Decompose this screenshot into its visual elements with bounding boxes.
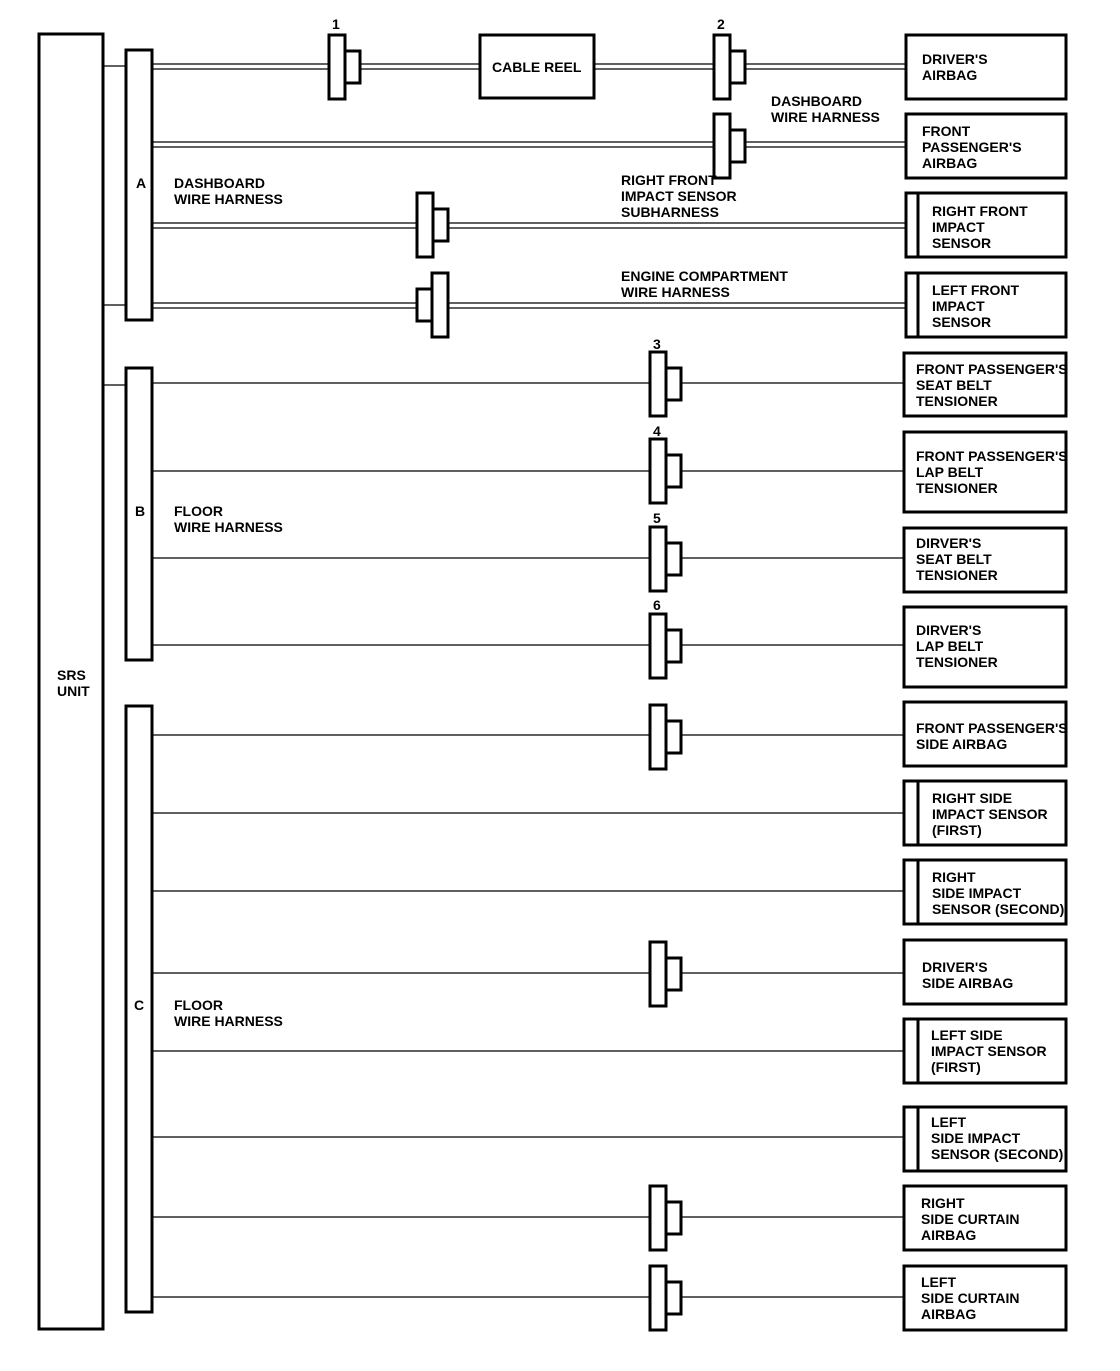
component-left-side-impact-sensor-first [904,1019,1066,1083]
component-label-line: PASSENGER'S [922,139,1022,155]
connector-a [126,50,283,320]
component-label-line: FRONT PASSENGER'S [916,361,1068,377]
component-front-passengers-seat-belt-tensioner [904,353,1068,416]
component-drivers-side-airbag [904,940,1066,1004]
component-label-line: AIRBAG [922,67,978,83]
component-label-line: LAP BELT [916,638,984,654]
component-left-side-curtain-airbag [904,1266,1066,1330]
component-label-line: SENSOR (SECOND) [932,901,1065,917]
component-label-line: SEAT BELT [916,377,992,393]
connector-c [126,706,283,1312]
dashboard-wire-harness-label-line1: DASHBOARD [771,93,862,109]
component-label-line: LEFT FRONT [932,282,1020,298]
connector-a-harness-line2: WIRE HARNESS [174,191,283,207]
component-label-line: RIGHT SIDE [932,790,1013,806]
srs-unit-label-line1: SRS [57,667,86,683]
engine-compartment-label-line1: ENGINE COMPARTMENT [621,268,788,284]
subharness-label-line2: IMPACT SENSOR [621,188,737,204]
inline-connector-3 [650,352,681,416]
inline-labels [621,93,880,300]
inline-connector-4 [650,439,681,503]
inline-connector-passenger-side-airbag [650,705,681,769]
connector-number-4: 4 [653,423,661,439]
inline-connector-right-front-sensor [417,193,448,257]
connector-b [126,368,283,660]
component-label-line: (FIRST) [932,822,982,838]
component-label-line: IMPACT [932,219,985,235]
inline-connector-left-front-sensor [417,273,448,337]
connector-b-letter: B [135,503,146,519]
component-front-passengers-lap-belt-tensioner [904,432,1068,512]
unit-connector-ties [103,66,127,385]
connector-b-harness-line2: WIRE HARNESS [174,519,283,535]
component-label-line: FRONT [922,123,971,139]
srs-unit [39,34,103,1329]
component-label-line: AIRBAG [922,155,978,171]
component-label-line: SIDE IMPACT [931,1130,1021,1146]
component-label-line: IMPACT SENSOR [931,1043,1047,1059]
component-drivers-lap-belt-tensioner [904,607,1066,687]
inline-connectors [329,35,745,1330]
connector-c-letter: C [134,997,145,1013]
component-label-line: TENSIONER [916,567,998,583]
component-left-front-impact-sensor [906,273,1066,337]
connector-number-1: 1 [332,16,340,32]
component-label-line: RIGHT [921,1195,965,1211]
component-label-line: DRIVER'S [922,51,988,67]
components [904,35,1068,1330]
component-right-front-impact-sensor [906,193,1066,257]
subharness-label-line3: SUBHARNESS [621,204,720,220]
component-label-line: SIDE IMPACT [932,885,1022,901]
connector-number-5: 5 [653,510,661,526]
connector-number-3: 3 [653,336,661,352]
dashboard-wire-harness-label-line2: WIRE HARNESS [771,109,880,125]
component-label-line: SENSOR (SECOND) [931,1146,1064,1162]
inline-connector-passenger-airbag [714,114,745,178]
component-label-line: FRONT PASSENGER'S [916,448,1068,464]
connector-number-2: 2 [717,16,725,32]
component-front-passengers-airbag [906,114,1066,178]
component-label-line: TENSIONER [916,480,998,496]
component-label-line: IMPACT SENSOR [932,806,1048,822]
inline-connector-1 [329,35,360,99]
component-label-line: SENSOR [932,314,992,330]
component-label-line: AIRBAG [921,1227,977,1243]
subharness-label-line1: RIGHT FRONT [621,172,717,188]
inline-connector-2 [714,35,745,99]
inline-connector-6 [650,614,681,678]
srs-unit-label-line2: UNIT [57,683,90,699]
inline-connector-right-curtain [650,1186,681,1250]
component-label-line: SENSOR [932,235,992,251]
component-label-line: LEFT [921,1274,956,1290]
inline-connector-left-curtain [650,1266,681,1330]
component-label-line: FRONT PASSENGER'S [916,720,1068,736]
cable-reel [480,35,594,98]
component-label-line: SIDE CURTAIN [921,1290,1020,1306]
component-label-line: DRIVER'S [922,959,988,975]
component-label-line: SIDE AIRBAG [916,736,1008,752]
inline-connector-5 [650,527,681,591]
component-right-side-impact-sensor-first [904,781,1066,845]
wires [152,64,906,1297]
connector-c-harness-line1: FLOOR [174,997,223,1013]
component-right-side-curtain-airbag [904,1186,1066,1250]
component-drivers-airbag [906,35,1066,99]
component-label-line: LEFT [931,1114,966,1130]
component-label-line: SEAT BELT [916,551,992,567]
component-label-line: LEFT SIDE [931,1027,1003,1043]
connector-c-harness-line2: WIRE HARNESS [174,1013,283,1029]
connector-b-harness-line1: FLOOR [174,503,223,519]
component-label-line: DIRVER'S [916,622,982,638]
component-right-side-impact-sensor-second [904,860,1066,924]
component-label-line: SIDE CURTAIN [921,1211,1020,1227]
component-drivers-seat-belt-tensioner [904,528,1066,592]
connector-numbers [332,16,725,613]
component-label-line: LAP BELT [916,464,984,480]
component-label-line: RIGHT [932,869,976,885]
inline-connector-driver-side-airbag [650,942,681,1006]
component-label-line: RIGHT FRONT [932,203,1028,219]
engine-compartment-label-line2: WIRE HARNESS [621,284,730,300]
component-left-side-impact-sensor-second [904,1107,1066,1171]
cable-reel-label: CABLE REEL [492,59,582,75]
component-label-line: DIRVER'S [916,535,982,551]
component-front-passengers-side-airbag [904,702,1068,766]
connector-a-harness-line1: DASHBOARD [174,175,265,191]
component-label-line: AIRBAG [921,1306,977,1322]
component-label-line: TENSIONER [916,393,998,409]
connector-number-6: 6 [653,597,661,613]
component-label-line: (FIRST) [931,1059,981,1075]
component-label-line: TENSIONER [916,654,998,670]
connector-a-letter: A [136,175,147,191]
component-label-line: SIDE AIRBAG [922,975,1014,991]
component-label-line: IMPACT [932,298,985,314]
